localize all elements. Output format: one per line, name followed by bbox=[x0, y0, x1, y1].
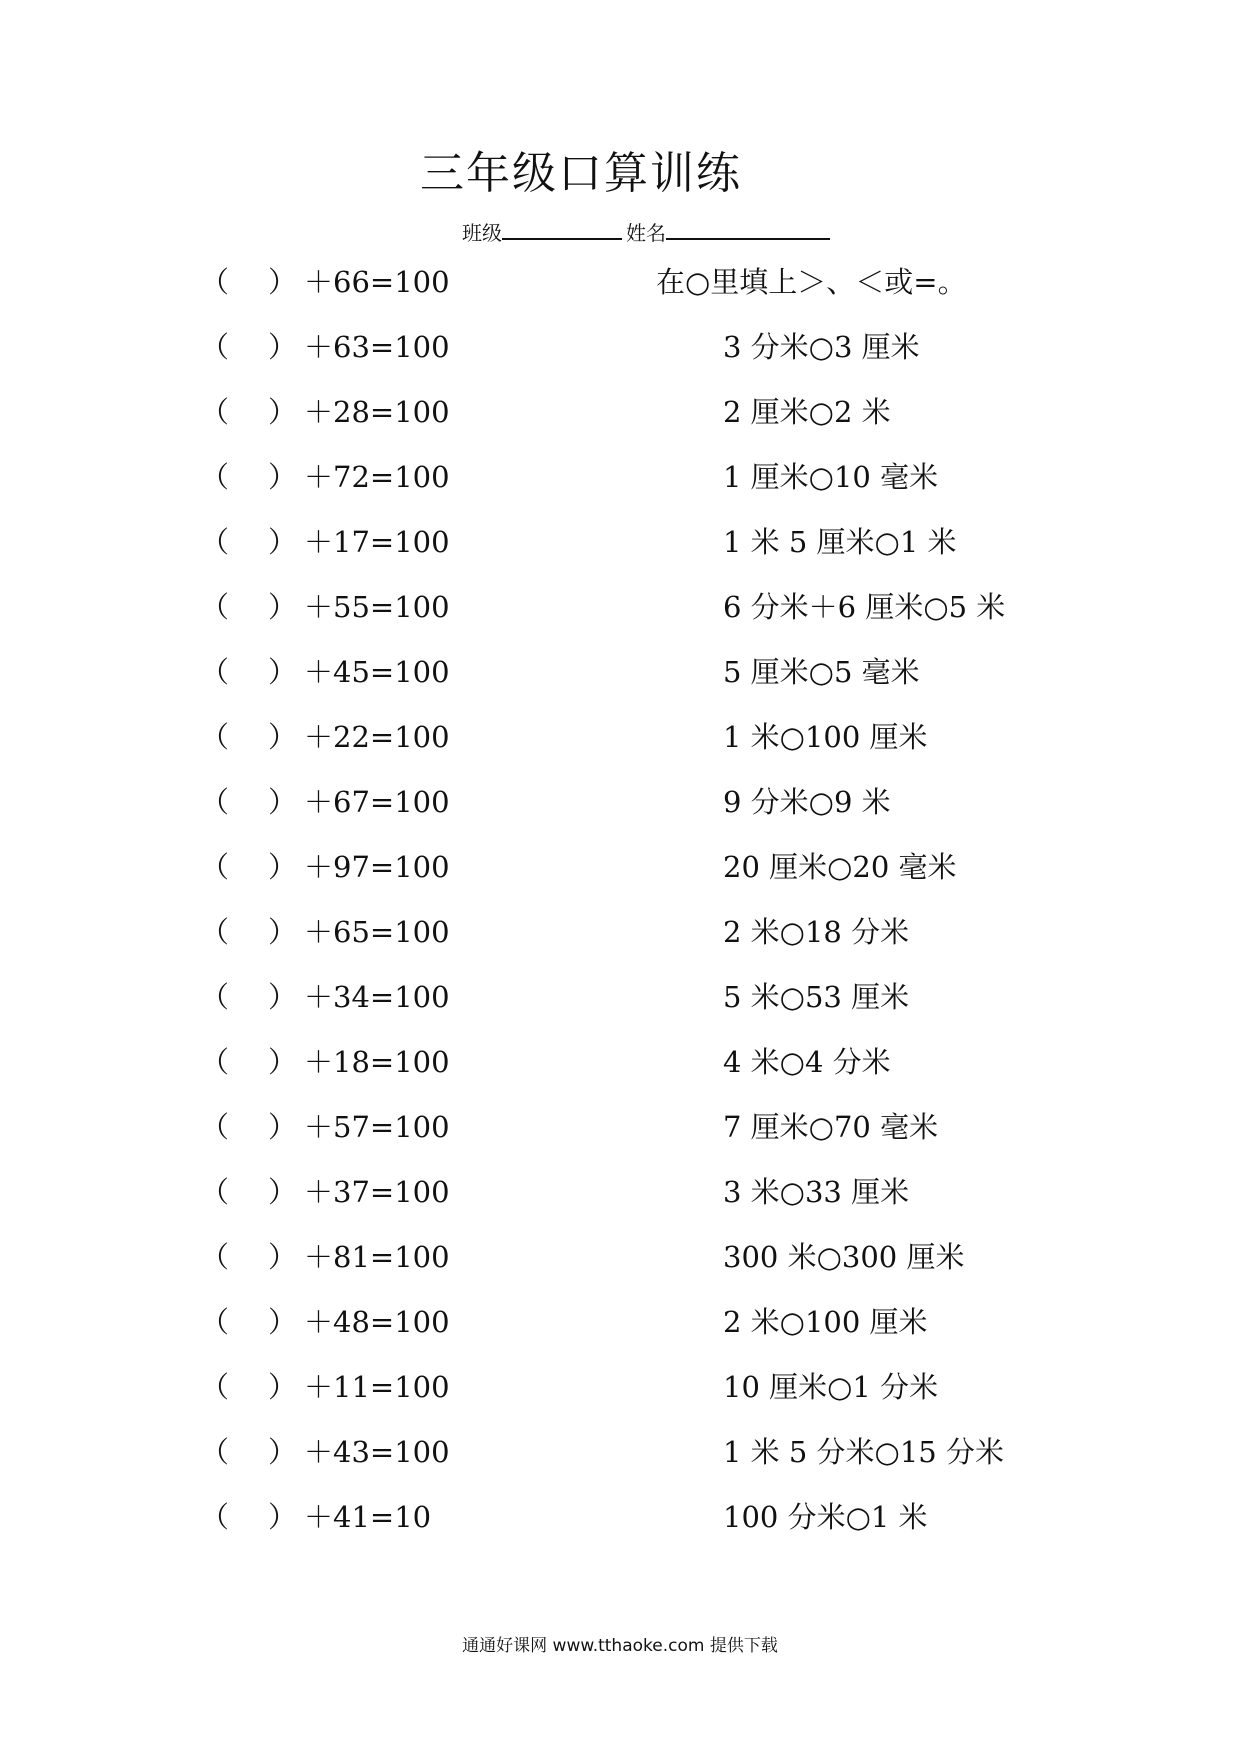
answer-blank[interactable] bbox=[200, 1432, 304, 1472]
answer-blank[interactable] bbox=[200, 652, 304, 692]
comparison-exercise-row: 3 分米○3 厘米 bbox=[723, 330, 920, 364]
addition-expression: ＋63=100 bbox=[304, 330, 450, 364]
addition-exercise-row bbox=[200, 1367, 450, 1432]
open-paren: （ bbox=[200, 915, 230, 949]
open-paren: （ bbox=[200, 1045, 230, 1079]
open-paren: （ bbox=[200, 1435, 230, 1469]
addition-expression: ＋81=100 bbox=[304, 1240, 450, 1274]
addition-expression: ＋17=100 bbox=[304, 525, 450, 559]
addition-expression: ＋45=100 bbox=[304, 655, 450, 689]
close-paren: ） bbox=[268, 590, 298, 624]
addition-exercise-row bbox=[200, 1302, 450, 1367]
answer-blank[interactable] bbox=[200, 912, 304, 952]
answer-blank[interactable] bbox=[200, 457, 304, 497]
addition-exercise-row bbox=[200, 392, 450, 457]
addition-expression: ＋34=100 bbox=[304, 980, 450, 1014]
open-paren: （ bbox=[200, 785, 230, 819]
open-paren: （ bbox=[200, 265, 230, 299]
addition-exercise-row bbox=[200, 652, 450, 717]
addition-exercise-row bbox=[200, 1107, 450, 1172]
answer-blank[interactable] bbox=[200, 1107, 304, 1147]
answer-blank[interactable] bbox=[200, 847, 304, 887]
answer-blank[interactable] bbox=[200, 522, 304, 562]
answer-blank[interactable] bbox=[200, 1367, 304, 1407]
close-paren: ） bbox=[268, 850, 298, 884]
answer-blank[interactable] bbox=[200, 1237, 304, 1277]
footer-credit: 通通好课网 www.tthaoke.com 提供下载 bbox=[462, 1636, 778, 1656]
addition-exercise-list bbox=[200, 262, 450, 1562]
addition-expression: ＋55=100 bbox=[304, 590, 450, 624]
comparison-exercise-row: 2 米○18 分米 bbox=[723, 915, 910, 949]
answer-blank[interactable] bbox=[200, 1042, 304, 1082]
close-paren: ） bbox=[268, 1500, 298, 1534]
comparison-exercise-row: 3 米○33 厘米 bbox=[723, 1175, 910, 1209]
close-paren: ） bbox=[268, 1110, 298, 1144]
answer-blank[interactable] bbox=[200, 392, 304, 432]
addition-expression: ＋65=100 bbox=[304, 915, 450, 949]
close-paren: ） bbox=[268, 395, 298, 429]
open-paren: （ bbox=[200, 1370, 230, 1404]
addition-exercise-row bbox=[200, 327, 450, 392]
answer-blank[interactable] bbox=[200, 782, 304, 822]
comparison-exercise-list bbox=[656, 262, 1005, 1562]
open-paren: （ bbox=[200, 1110, 230, 1144]
close-paren: ） bbox=[268, 1435, 298, 1469]
open-paren: （ bbox=[200, 1305, 230, 1339]
open-paren: （ bbox=[200, 1175, 230, 1209]
addition-expression: ＋67=100 bbox=[304, 785, 450, 819]
addition-exercise-row bbox=[200, 1497, 450, 1562]
answer-blank[interactable] bbox=[200, 587, 304, 627]
close-paren: ） bbox=[268, 460, 298, 494]
comparison-exercise-row: 5 厘米○5 毫米 bbox=[723, 655, 920, 689]
addition-exercise-row bbox=[200, 262, 450, 327]
comparison-instruction: 在○里填上＞、＜或=。 bbox=[656, 265, 967, 299]
addition-expression: ＋28=100 bbox=[304, 395, 450, 429]
student-info bbox=[462, 220, 830, 243]
addition-exercise-row bbox=[200, 1432, 450, 1497]
addition-exercise-row bbox=[200, 977, 450, 1042]
addition-expression: ＋72=100 bbox=[304, 460, 450, 494]
close-paren: ） bbox=[268, 1175, 298, 1209]
answer-blank[interactable] bbox=[200, 1497, 304, 1537]
comparison-exercise-row: 300 米○300 厘米 bbox=[723, 1240, 965, 1274]
answer-blank[interactable] bbox=[200, 262, 304, 302]
addition-expression: ＋41=10 bbox=[304, 1500, 432, 1534]
addition-exercise-row bbox=[200, 912, 450, 977]
addition-exercise-row bbox=[200, 1237, 450, 1302]
page-title: 三年级口算训练 bbox=[420, 148, 742, 199]
open-paren: （ bbox=[200, 460, 230, 494]
close-paren: ） bbox=[268, 785, 298, 819]
comparison-exercise-row: 1 米○100 厘米 bbox=[723, 720, 928, 754]
close-paren: ） bbox=[268, 330, 298, 364]
answer-blank[interactable] bbox=[200, 977, 304, 1017]
addition-expression: ＋37=100 bbox=[304, 1175, 450, 1209]
name-label: 姓名 bbox=[626, 221, 666, 245]
answer-blank[interactable] bbox=[200, 1172, 304, 1212]
addition-expression: ＋11=100 bbox=[304, 1370, 450, 1404]
close-paren: ） bbox=[268, 1370, 298, 1404]
comparison-exercise-row: 2 厘米○2 米 bbox=[723, 395, 891, 429]
addition-expression: ＋43=100 bbox=[304, 1435, 450, 1469]
addition-exercise-row bbox=[200, 782, 450, 847]
comparison-exercise-row: 2 米○100 厘米 bbox=[723, 1305, 928, 1339]
comparison-exercise-row: 6 分米＋6 厘米○5 米 bbox=[723, 590, 1006, 624]
answer-blank[interactable] bbox=[200, 717, 304, 757]
addition-expression: ＋18=100 bbox=[304, 1045, 450, 1079]
comparison-exercise-row: 7 厘米○70 毫米 bbox=[723, 1110, 939, 1144]
close-paren: ） bbox=[268, 265, 298, 299]
addition-exercise-row bbox=[200, 717, 450, 782]
comparison-exercise-row: 5 米○53 厘米 bbox=[723, 980, 910, 1014]
addition-expression: ＋48=100 bbox=[304, 1305, 450, 1339]
comparison-exercise-row: 4 米○4 分米 bbox=[723, 1045, 891, 1079]
class-blank-field[interactable] bbox=[502, 220, 622, 240]
addition-exercise-row bbox=[200, 522, 450, 587]
name-blank-field[interactable] bbox=[666, 220, 830, 240]
open-paren: （ bbox=[200, 1240, 230, 1274]
comparison-exercise-row: 100 分米○1 米 bbox=[723, 1500, 928, 1534]
addition-exercise-row bbox=[200, 1172, 450, 1237]
open-paren: （ bbox=[200, 655, 230, 689]
addition-exercise-row bbox=[200, 1042, 450, 1107]
open-paren: （ bbox=[200, 330, 230, 364]
addition-expression: ＋66=100 bbox=[304, 265, 450, 299]
answer-blank[interactable] bbox=[200, 1302, 304, 1342]
close-paren: ） bbox=[268, 980, 298, 1014]
open-paren: （ bbox=[200, 590, 230, 624]
comparison-exercise-row: 20 厘米○20 毫米 bbox=[723, 850, 957, 884]
addition-expression: ＋57=100 bbox=[304, 1110, 450, 1144]
open-paren: （ bbox=[200, 525, 230, 559]
close-paren: ） bbox=[268, 720, 298, 754]
open-paren: （ bbox=[200, 980, 230, 1014]
comparison-exercise-row: 10 厘米○1 分米 bbox=[723, 1370, 939, 1404]
addition-exercise-row bbox=[200, 847, 450, 912]
close-paren: ） bbox=[268, 655, 298, 689]
addition-exercise-row bbox=[200, 457, 450, 522]
close-paren: ） bbox=[268, 1305, 298, 1339]
close-paren: ） bbox=[268, 915, 298, 949]
open-paren: （ bbox=[200, 850, 230, 884]
comparison-exercise-row: 1 米 5 分米○15 分米 bbox=[723, 1435, 1004, 1469]
comparison-exercise-row: 1 米 5 厘米○1 米 bbox=[723, 525, 957, 559]
addition-expression: ＋22=100 bbox=[304, 720, 450, 754]
addition-exercise-row bbox=[200, 587, 450, 652]
close-paren: ） bbox=[268, 525, 298, 559]
comparison-exercise-row: 9 分米○9 米 bbox=[723, 785, 891, 819]
comparison-exercise-row: 1 厘米○10 毫米 bbox=[723, 460, 939, 494]
open-paren: （ bbox=[200, 1500, 230, 1534]
answer-blank[interactable] bbox=[200, 327, 304, 367]
open-paren: （ bbox=[200, 720, 230, 754]
close-paren: ） bbox=[268, 1045, 298, 1079]
open-paren: （ bbox=[200, 395, 230, 429]
close-paren: ） bbox=[268, 1240, 298, 1274]
class-label: 班级 bbox=[462, 221, 502, 245]
addition-expression: ＋97=100 bbox=[304, 850, 450, 884]
